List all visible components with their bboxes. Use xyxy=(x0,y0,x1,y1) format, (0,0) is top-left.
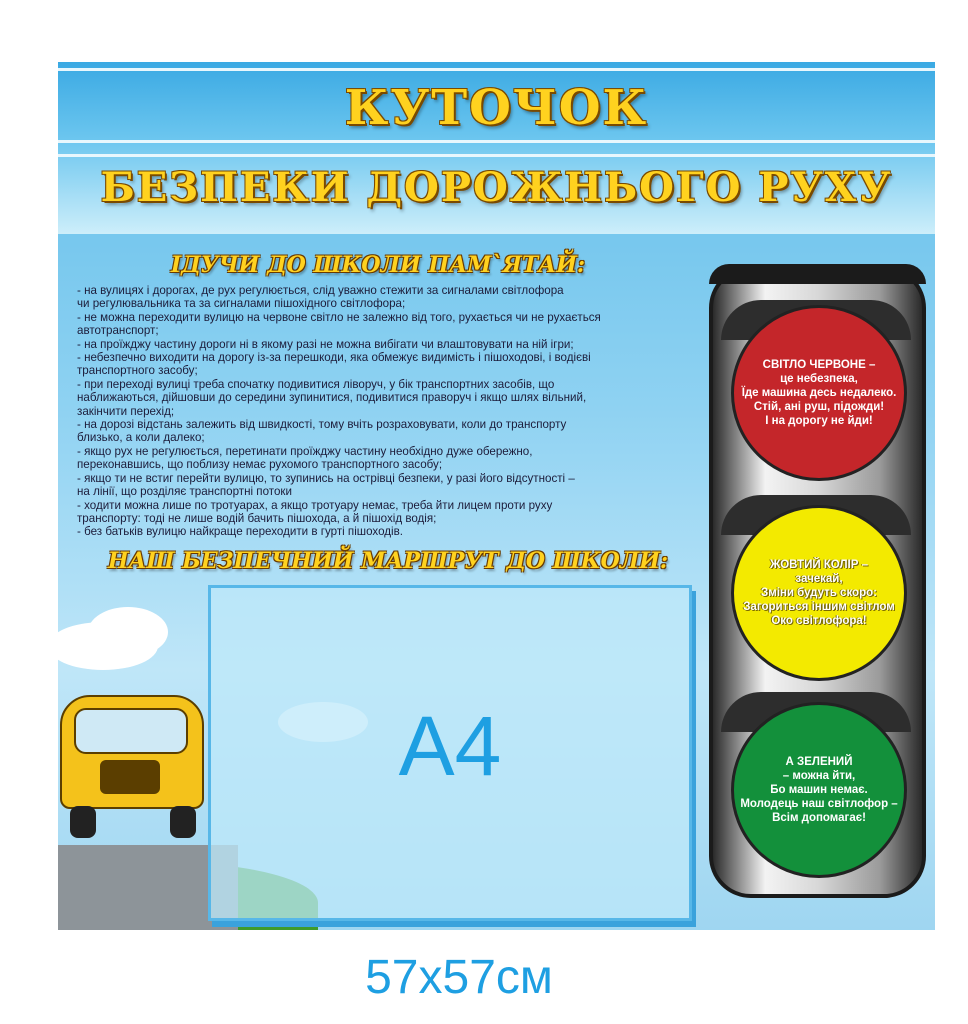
route-heading: НАШ БЕЗПЕЧНИЙ МАРШРУТ ДО ШКОЛИ: xyxy=(107,548,669,574)
rule-line: - не можна переходити вулицю на червоне світло не залежно від того, рухається чи не рухається xyxy=(77,310,601,324)
main-subtitle: БЕЗПЕКИ ДОРОЖНЬОГО РУХУ xyxy=(100,164,893,211)
yellow-light-line: Зміни будуть скоро: xyxy=(761,587,877,599)
size-label: 57х57см xyxy=(365,951,553,1004)
yellow-light xyxy=(731,505,907,681)
rule-line: близько, а коли далеко; xyxy=(77,431,205,445)
bus-wheel xyxy=(70,806,96,838)
rule-line: - якщо ти не встиг перейти вулицю, то зупинись на острівці безпеки, у разі його відсутності – xyxy=(77,471,575,485)
rule-line: - якщо рух не регулюється, перетинати проїжджу частину необхідно дуже обережно, xyxy=(77,444,533,458)
bus-window xyxy=(74,708,188,754)
rule-line: - ходити можна лише по тротуарах, а якщо тротуару немає, треба йти лицем проти руху xyxy=(77,498,553,512)
rule-line: - небезпечно виходити на дорогу із-за перешкоди, яка обмежує видимість і пішоходові, і водієві xyxy=(77,351,591,365)
rule-line: наближаються, дійшовши до середини зупинитися, подивитися праворуч і якщо шлях вільний, xyxy=(77,391,587,405)
rules-list xyxy=(77,284,697,539)
a4-document-pocket xyxy=(208,585,692,921)
header-stripe xyxy=(58,140,935,143)
green-light-line: Всім допомагає! xyxy=(772,812,866,824)
red-light-line: І на дорогу не йди! xyxy=(765,415,873,427)
red-light-line: це небезпека, xyxy=(780,373,858,385)
yellow-light-line: Загориться іншим світлом xyxy=(743,601,895,613)
red-light-line: Їде машина десь недалеко. xyxy=(741,387,897,399)
main-title: КУТОЧОК xyxy=(344,80,649,136)
rule-line: - на проїжджу частину дороги ні в якому разі не можна вибігати чи влаштовувати на ній ігри; xyxy=(77,337,574,351)
a4-pocket-label: A4 xyxy=(398,699,502,793)
green-light-line: – можна йти, xyxy=(782,770,856,782)
header-banner xyxy=(58,62,935,234)
rule-line: транспортного засобу; xyxy=(77,364,198,378)
green-light-line: Молодець наш світлофор – xyxy=(740,798,898,810)
rules-heading: ІДУЧИ ДО ШКОЛИ ПАМ`ЯТАЙ: xyxy=(170,252,586,278)
rule-line: - на дорозі відстань залежить від швидкості, тому вчіть розраховувати, коли до транспорту xyxy=(77,418,567,432)
red-light-text xyxy=(742,358,897,428)
yellow-light-line: ЖОВТИЙ КОЛІР – xyxy=(769,559,868,571)
red-light-line: СВІТЛО ЧЕРВОНЕ – xyxy=(762,359,876,371)
green-light xyxy=(731,702,907,878)
header-stripe xyxy=(58,68,935,71)
rule-line: - без батьків вулицю найкраще переходити в гурті пішоходів. xyxy=(77,525,403,539)
red-light-line: Стій, ані руш, підожди! xyxy=(753,401,885,413)
green-light-line: Бо машин немає. xyxy=(770,784,868,796)
yellow-light-text xyxy=(743,558,895,628)
cloud xyxy=(88,607,168,657)
rule-line: транспорту: тоді не лише водій бачить пішохода, а й пішохід водія; xyxy=(77,511,437,525)
rule-line: переконавшись, що поблизу немає рухомого транспортного засобу; xyxy=(77,458,443,472)
rule-line: чи регулювальника та за сигналами пішохідного світлофора; xyxy=(77,297,406,311)
green-light-text xyxy=(740,755,897,825)
rule-line: на лінії, що розділяє транспортні потоки xyxy=(77,485,292,499)
rule-line: закінчити перехід; xyxy=(77,404,175,418)
rule-line: - на вулицях і дорогах, де рух регулюється, слід уважно стежити за сигналами світлофора xyxy=(77,284,564,297)
yellow-light-line: зачекай, xyxy=(795,573,843,585)
bus-grill xyxy=(100,760,160,794)
header-stripe xyxy=(58,154,935,157)
yellow-light-line: Око світлофора! xyxy=(771,615,867,627)
rule-line: - при переході вулиці треба спочатку подивитися ліворуч, у бік транспортних засобів, що xyxy=(77,377,555,391)
rule-line: автотранспорт; xyxy=(77,324,159,338)
green-light-line: А ЗЕЛЕНИЙ xyxy=(785,756,853,768)
red-light xyxy=(731,305,907,481)
traffic-light-cap xyxy=(709,264,926,284)
bus-wheel xyxy=(170,806,196,838)
